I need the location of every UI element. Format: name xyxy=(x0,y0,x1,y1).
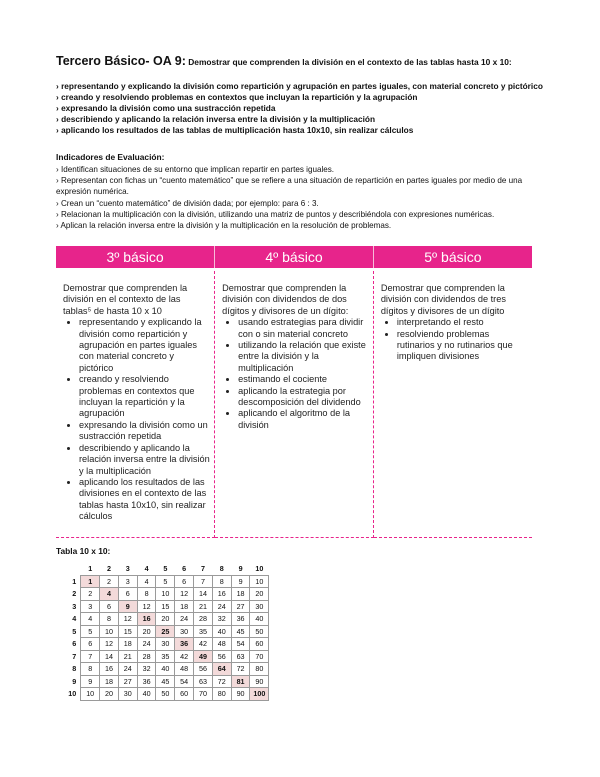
table-cell: 45 xyxy=(156,675,175,688)
grade-items xyxy=(63,317,210,522)
objective-item: › describiendo y aplicando la relación inversa entre la división y la multiplicación xyxy=(56,114,376,124)
grade-cell-3 xyxy=(56,271,215,538)
grade-item: • creando y resolviendo problemas en contextos que incluyan la repartición y la agrupación xyxy=(79,374,210,420)
table-cell: 42 xyxy=(175,650,194,663)
table-row xyxy=(62,650,269,663)
diagonal-cell: 1 xyxy=(81,575,100,588)
table-cell: 28 xyxy=(194,613,213,626)
column-header: 3 xyxy=(125,563,130,573)
table-cell: 9 xyxy=(231,575,250,588)
table-cell: 16 xyxy=(212,588,231,601)
grade-header-row xyxy=(56,246,532,268)
column-header: 6 xyxy=(182,563,187,573)
table-cell: 24 xyxy=(137,638,156,651)
table-cell: 7 xyxy=(81,650,100,663)
grade-item: • aplicando los resultados de las divisiones en el contexto de las tablas hasta 10x10, sin realizar cálculos xyxy=(79,477,210,523)
grade-content-row xyxy=(56,271,532,538)
table-cell: 30 xyxy=(118,688,137,701)
table-cell: 2 xyxy=(81,588,100,601)
table-cell: 12 xyxy=(100,638,119,651)
table-cell: 6 xyxy=(100,600,119,613)
grade-item: • usando estrategias para dividir con o sin material concreto xyxy=(238,317,369,340)
objective-item: › aplicando los resultados de las tablas de multiplicación hasta 10x10, sin realizar cálculos xyxy=(56,125,414,135)
table-cell: 20 xyxy=(100,688,119,701)
table-cell: 35 xyxy=(194,625,213,638)
table-cell: 54 xyxy=(231,638,250,651)
table-cell: 7 xyxy=(194,575,213,588)
table-row xyxy=(62,588,269,601)
table-cell: 63 xyxy=(231,650,250,663)
table-cell: 40 xyxy=(156,663,175,676)
column-header: 10 xyxy=(255,563,264,573)
table-cell: 32 xyxy=(137,663,156,676)
table-cell: 50 xyxy=(156,688,175,701)
table-cell: 35 xyxy=(156,650,175,663)
row-header: 7 xyxy=(72,651,77,661)
grade-intro: Demostrar que comprenden la división con dividendos de dos dígitos y divisores de un dígito: xyxy=(222,283,349,316)
table-cell: 18 xyxy=(231,588,250,601)
page-title xyxy=(56,56,556,68)
table-cell: 90 xyxy=(231,688,250,701)
table-cell: 20 xyxy=(137,625,156,638)
indicators-list xyxy=(56,164,556,231)
table-row xyxy=(62,625,269,638)
column-header: 1 xyxy=(88,563,93,573)
table-cell: 24 xyxy=(212,600,231,613)
table-cell: 21 xyxy=(118,650,137,663)
diagonal-cell: 64 xyxy=(212,663,231,676)
table-row xyxy=(62,638,269,651)
table-cell: 10 xyxy=(100,625,119,638)
grade-header-4: 4º básico xyxy=(215,246,374,268)
table-cell: 18 xyxy=(175,600,194,613)
column-header: 5 xyxy=(163,563,168,573)
table-cell: 27 xyxy=(231,600,250,613)
column-header: 4 xyxy=(144,563,149,573)
diagonal-cell: 16 xyxy=(137,613,156,626)
row-header: 1 xyxy=(72,576,77,586)
table-cell: 10 xyxy=(250,575,269,588)
row-header: 6 xyxy=(72,639,77,649)
indicator-item: › Crean un “cuento matemático” de división dada; por ejemplo: para 6 : 3. xyxy=(56,198,319,208)
grade-cell-4 xyxy=(215,271,374,538)
table-row xyxy=(62,688,269,701)
diagonal-cell: 25 xyxy=(156,625,175,638)
diagonal-cell: 36 xyxy=(175,638,194,651)
corner-cell xyxy=(62,562,81,575)
table-cell: 56 xyxy=(212,650,231,663)
table-cell: 6 xyxy=(175,575,194,588)
table-cell: 12 xyxy=(175,588,194,601)
table-cell: 27 xyxy=(118,675,137,688)
table-cell: 42 xyxy=(194,638,213,651)
objective-item: › creando y resolviendo problemas en contextos que incluyan la repartición y la agrupación xyxy=(56,92,418,102)
diagonal-cell: 100 xyxy=(250,688,269,701)
row-header: 10 xyxy=(68,689,77,699)
table-cell: 54 xyxy=(175,675,194,688)
table-cell: 12 xyxy=(137,600,156,613)
grade-item: • describiendo y aplicando la relación inversa entre la división y la multiplicación xyxy=(79,443,210,477)
table-cell: 48 xyxy=(212,638,231,651)
table-caption: Tabla 10 x 10: xyxy=(56,546,111,556)
table-cell: 5 xyxy=(156,575,175,588)
row-header: 4 xyxy=(72,614,77,624)
indicator-item: › Identifican situaciones de su entorno que implican repartir en partes iguales. xyxy=(56,165,335,174)
table-cell: 9 xyxy=(81,675,100,688)
row-header: 9 xyxy=(72,676,77,686)
table-cell: 36 xyxy=(137,675,156,688)
table-cell: 3 xyxy=(118,575,137,588)
table-cell: 30 xyxy=(250,600,269,613)
grade-item: • expresando la división como un sustracción repetida xyxy=(79,420,210,443)
table-cell: 30 xyxy=(175,625,194,638)
table-row xyxy=(62,663,269,676)
diagonal-cell: 49 xyxy=(194,650,213,663)
grade-items xyxy=(381,317,528,363)
grade-item: • interpretando el resto xyxy=(397,317,528,328)
indicator-item: › Aplican la relación inversa entre la división y la multiplicación en la resolución de problemas. xyxy=(56,221,392,231)
table-row xyxy=(62,613,269,626)
table-cell: 90 xyxy=(250,675,269,688)
objective-item: › representando y explicando la división como repartición y agrupación en partes iguales, con material concreto y pictórico xyxy=(56,81,543,91)
grade-items xyxy=(222,317,369,431)
table-cell: 20 xyxy=(250,588,269,601)
table-cell: 80 xyxy=(212,688,231,701)
objectives-list xyxy=(56,81,556,136)
table-cell: 21 xyxy=(194,600,213,613)
table-cell: 14 xyxy=(194,588,213,601)
indicator-item: › Representan con fichas un “cuento matemático” que se refiere a una situación de repartición en partes iguales por medio de una expresión numérica. xyxy=(56,176,523,197)
table-cell: 10 xyxy=(156,588,175,601)
table-cell: 36 xyxy=(231,613,250,626)
grade-cell-5 xyxy=(373,271,532,538)
table-cell: 24 xyxy=(175,613,194,626)
table-cell: 60 xyxy=(250,638,269,651)
row-header: 8 xyxy=(72,664,77,674)
grade-item: • estimando el cociente xyxy=(238,374,369,385)
table-cell: 4 xyxy=(137,575,156,588)
table-cell: 15 xyxy=(156,600,175,613)
table-cell: 8 xyxy=(137,588,156,601)
diagonal-cell: 81 xyxy=(231,675,250,688)
grade-item: • representando y explicando la división como repartición y agrupación en partes iguales con material concreto y pictórico xyxy=(79,317,210,374)
column-header: 7 xyxy=(200,563,205,573)
table-cell: 5 xyxy=(81,625,100,638)
table-cell: 40 xyxy=(212,625,231,638)
table-cell: 18 xyxy=(118,638,137,651)
row-header: 5 xyxy=(72,626,77,636)
table-cell: 72 xyxy=(212,675,231,688)
table-cell: 32 xyxy=(212,613,231,626)
grade-intro: Demostrar que comprenden la división con dividendos de tres dígitos y divisores de un dígito xyxy=(380,283,506,316)
table-cell: 30 xyxy=(156,638,175,651)
grade-item: • utilizando la relación que existe entre la división y la multiplicación xyxy=(238,340,369,374)
table-cell: 10 xyxy=(81,688,100,701)
title-rest: Demostrar que comprenden la división en el contexto de las tablas hasta 10 x 10: xyxy=(188,57,512,67)
indicators-heading: Indicadores de Evaluación: xyxy=(56,152,165,162)
table-cell: 8 xyxy=(81,663,100,676)
table-cell: 24 xyxy=(118,663,137,676)
table-row xyxy=(62,575,269,588)
table-cell: 70 xyxy=(250,650,269,663)
grade-item: • resolviendo problemas rutinarios y no rutinarios que impliquen divisiones xyxy=(397,329,528,363)
grade-comparison-table xyxy=(56,246,532,538)
table-cell: 80 xyxy=(250,663,269,676)
title-main: Tercero Básico- OA 9: xyxy=(56,54,186,68)
table-cell: 70 xyxy=(194,688,213,701)
table-cell: 48 xyxy=(175,663,194,676)
row-header: 3 xyxy=(72,601,77,611)
grade-item: • aplicando el algoritmo de la división xyxy=(238,408,369,431)
table-cell: 8 xyxy=(100,613,119,626)
objective-item: › expresando la división como una sustracción repetida xyxy=(56,103,276,113)
indicator-item: › Relacionan la multiplicación con la división, utilizando una matriz de puntos y describiéndola con expresiones numéricas. xyxy=(56,209,495,219)
column-header: 8 xyxy=(219,563,224,573)
diagonal-cell: 4 xyxy=(100,588,119,601)
table-cell: 12 xyxy=(118,613,137,626)
table-row xyxy=(62,600,269,613)
grade-header-5: 5º básico xyxy=(373,246,532,268)
multiplication-table xyxy=(62,562,269,701)
grade-item: • aplicando la estrategia por descomposición del dividendo xyxy=(238,386,369,409)
diagonal-cell: 9 xyxy=(118,600,137,613)
table-cell: 6 xyxy=(118,588,137,601)
table-cell: 16 xyxy=(100,663,119,676)
table-cell: 2 xyxy=(100,575,119,588)
table-cell: 14 xyxy=(100,650,119,663)
column-header: 2 xyxy=(106,563,111,573)
table-cell: 15 xyxy=(118,625,137,638)
table-cell: 3 xyxy=(81,600,100,613)
table-cell: 45 xyxy=(231,625,250,638)
column-header: 9 xyxy=(238,563,243,573)
table-cell: 56 xyxy=(194,663,213,676)
multiplication-header-row xyxy=(62,562,269,575)
table-cell: 40 xyxy=(137,688,156,701)
table-cell: 18 xyxy=(100,675,119,688)
grade-intro: Demostrar que comprenden la división en el contexto de las tablas⁵ de hasta 10 x 10 xyxy=(63,283,188,316)
table-cell: 40 xyxy=(250,613,269,626)
table-cell: 72 xyxy=(231,663,250,676)
table-row xyxy=(62,675,269,688)
table-cell: 20 xyxy=(156,613,175,626)
grade-header-3: 3º básico xyxy=(56,246,215,268)
row-header: 2 xyxy=(72,589,77,599)
table-cell: 6 xyxy=(81,638,100,651)
table-cell: 4 xyxy=(81,613,100,626)
table-cell: 28 xyxy=(137,650,156,663)
table-cell: 50 xyxy=(250,625,269,638)
table-cell: 60 xyxy=(175,688,194,701)
table-cell: 63 xyxy=(194,675,213,688)
table-cell: 8 xyxy=(212,575,231,588)
